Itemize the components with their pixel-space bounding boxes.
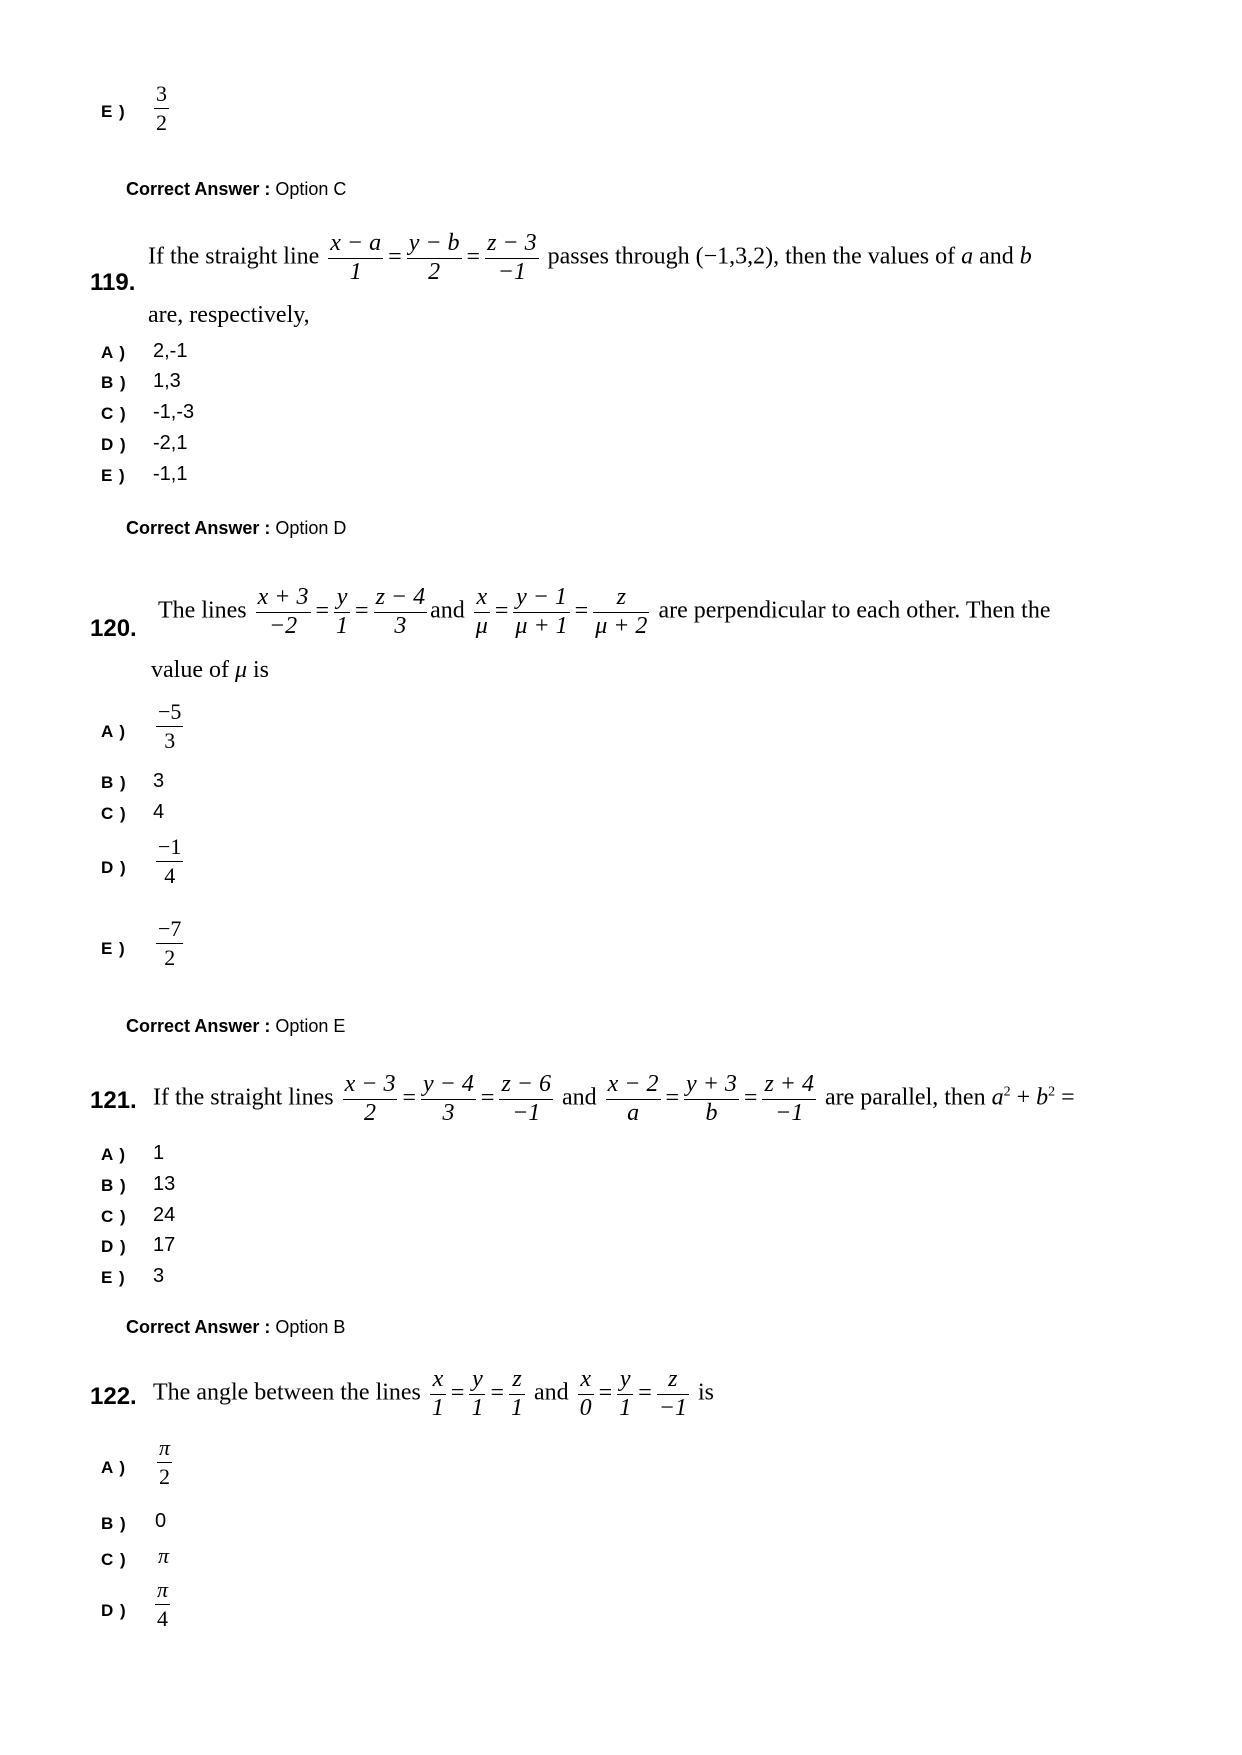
option-text: 4: [153, 801, 165, 823]
option-label: A ): [101, 722, 127, 741]
question-number: 121.: [90, 1087, 137, 1114]
fraction: $\frac{z + 4}{-1}$: [764, 1071, 814, 1126]
fraction: $\frac{x - a}{1}$: [330, 230, 382, 285]
fraction: $\frac{y + 3}{b}$: [686, 1071, 737, 1126]
question-number: 120.: [90, 615, 137, 642]
question-text: If the straight lines $\frac{x - 3}{2}$ = $\frac{y - 4}{3}$ = $\frac{z - 6}{-1}$ and $\frac{x - 2}{a}$ = $\frac{y + 3}{b}$ = $\frac{z + 4}{-1}$ are parallel, then $a^2 + b^2$ =: [153, 1071, 1075, 1126]
fraction: $\frac{z}{-1}$: [658, 1366, 687, 1421]
fraction: $\frac{y}{1}$: [336, 584, 349, 639]
option-label: B ): [101, 1176, 127, 1195]
option-fraction: 3 2: [156, 81, 167, 135]
option-label: B ): [101, 773, 127, 792]
option-text: 3: [153, 1265, 165, 1287]
question-text-line2: are, respectively,: [148, 302, 310, 328]
option-label: B ): [101, 373, 127, 392]
option-label: D ): [101, 858, 127, 877]
fraction: $\frac{x}{0}$: [579, 1366, 592, 1421]
question-text: The angle between the lines $\frac{x}{1}$ = $\frac{y}{1}$ = $\frac{z}{1}$ and $\frac{x}{0}$ = $\frac{y}{1}$ = $\frac{z}{-1}$ is: [153, 1366, 714, 1421]
option-text: -2,1: [153, 432, 188, 454]
fraction: $\frac{x + 3}{-2}$: [257, 584, 309, 639]
option-text: 3: [153, 770, 165, 792]
option-text: 17: [153, 1234, 176, 1256]
fraction: $\frac{z - 4}{3}$: [375, 584, 426, 639]
fraction: $\frac{z}{1}$: [510, 1366, 523, 1421]
correct-answer: Correct Answer : Option B: [126, 1317, 346, 1337]
option-label: E ): [101, 939, 126, 958]
option-label: D ): [101, 435, 127, 454]
fraction: $\frac{x - 3}{2}$: [344, 1071, 396, 1126]
option-text: 1,3: [153, 370, 181, 392]
correct-answer: Correct Answer : Option C: [126, 179, 347, 199]
option-fraction: −7 2: [158, 916, 182, 970]
option-fraction: −5 3: [158, 699, 182, 753]
fraction: $\frac{z}{\mu + 2}$: [595, 584, 648, 639]
option-label: D ): [101, 1601, 127, 1620]
option-text: 24: [153, 1204, 176, 1226]
fraction: $\frac{y}{1}$: [619, 1366, 632, 1421]
fraction: $\frac{y}{1}$: [471, 1366, 484, 1421]
fraction: $\frac{z - 3}{-1}$: [487, 230, 537, 285]
option-text: 1: [153, 1142, 165, 1164]
option-text: -1,1: [153, 463, 188, 485]
option-label: A ): [101, 343, 127, 362]
question-number: 122.: [90, 1383, 137, 1410]
option-label: E ): [101, 466, 126, 485]
option-text: 0: [155, 1510, 167, 1532]
option-label: C ): [101, 1207, 127, 1226]
fraction: $\frac{x - 2}{a}$: [607, 1071, 659, 1126]
option-fraction: π 2: [159, 1435, 171, 1489]
fraction: $\frac{y - b}{2}$: [408, 230, 460, 285]
option-text: 13: [153, 1173, 176, 1195]
option-label: C ): [101, 404, 127, 423]
option-label: B ): [101, 1514, 127, 1533]
fraction: $\frac{y - 4}{3}$: [423, 1071, 474, 1126]
option-fraction: π 4: [157, 1577, 169, 1631]
option-label: E ): [101, 1268, 126, 1287]
correct-answer: Correct Answer : Option D: [126, 518, 347, 538]
question-text-line2: value of μ is: [151, 657, 270, 683]
correct-answer: Correct Answer : Option E: [126, 1016, 346, 1036]
option-label: A ): [101, 1145, 127, 1164]
option-label: E ): [101, 102, 126, 121]
fraction: $\frac{x}{\mu}$: [475, 584, 488, 639]
option-label: A ): [101, 1458, 127, 1477]
option-label: C ): [101, 804, 127, 823]
option-text: π: [158, 1543, 170, 1568]
question-text: If the straight line $\frac{x - a}{1}$ = $\frac{y - b}{2}$ = $\frac{z - 3}{-1}$ passes through (−1,3,2), then the values of a and b: [148, 230, 1032, 285]
option-label: D ): [101, 1237, 127, 1256]
fraction: $\frac{z - 6}{-1}$: [501, 1071, 551, 1126]
option-text: 2,-1: [153, 340, 188, 362]
fraction: $\frac{y - 1}{\mu + 1}$: [515, 584, 568, 639]
option-label: C ): [101, 1550, 127, 1569]
question-text: The lines $\frac{x + 3}{-2}$ = $\frac{y}{1}$ = $\frac{z - 4}{3}$ and $\frac{x}{\mu}$ = $\frac{y - 1}{\mu + 1}$ = $\frac{z}{\mu + 2}$ are perpendicular to each other. Then the: [158, 584, 1051, 639]
option-text: -1,-3: [153, 401, 195, 423]
option-fraction: −1 4: [158, 834, 182, 888]
question-number: 119.: [90, 269, 136, 296]
fraction: $\frac{x}{1}$: [431, 1366, 444, 1421]
